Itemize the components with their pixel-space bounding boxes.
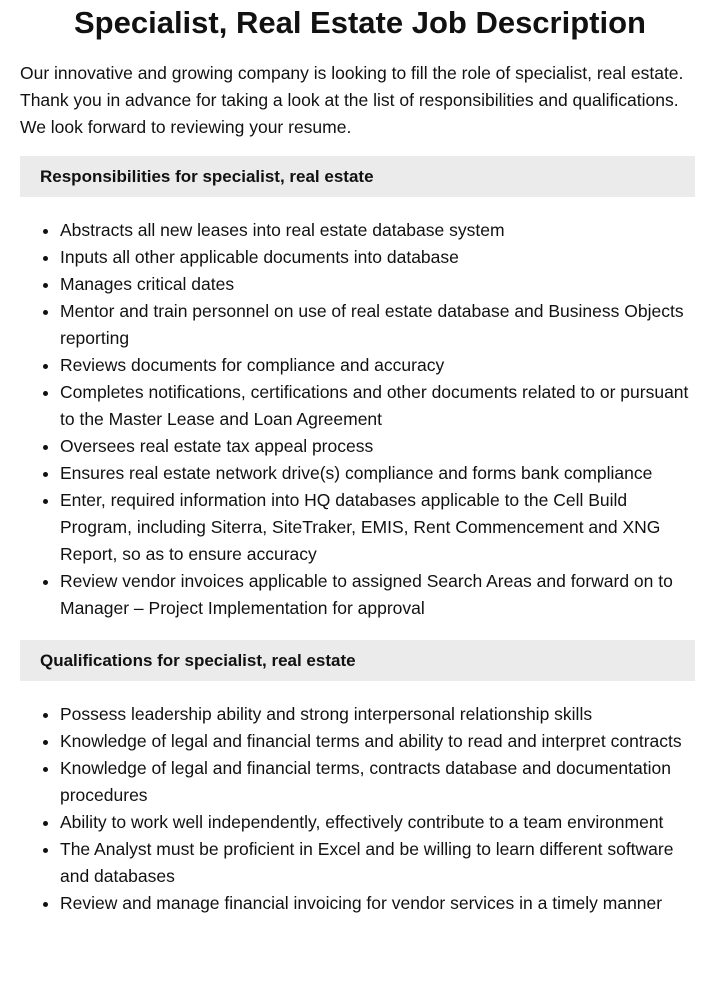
responsibilities-heading: Responsibilities for specialist, real estate xyxy=(20,156,695,197)
list-item: • Reviews documents for compliance and accuracy xyxy=(60,352,695,379)
list-item: • Knowledge of legal and financial terms and ability to read and interpret contracts xyxy=(60,728,695,755)
list-item: • Inputs all other applicable documents into database xyxy=(60,244,695,271)
qualifications-heading: Qualifications for specialist, real estate xyxy=(20,640,695,681)
list-item: • Ensures real estate network drive(s) compliance and forms bank compliance xyxy=(60,460,695,487)
list-item: • Completes notifications, certifications and other documents related to or pursuant to the Master Lease and Loan Agreement xyxy=(60,379,695,433)
list-item: • Review vendor invoices applicable to assigned Search Areas and forward on to Manager – Project Implementation for approval xyxy=(60,568,695,622)
list-item: • The Analyst must be proficient in Excel and be willing to learn different software and databases xyxy=(60,836,695,890)
intro-paragraph: Our innovative and growing company is looking to fill the role of specialist, real estate. Thank you in advance for taking a look at the list of responsibilities and qualifications. We look forward to reviewing your resume. xyxy=(20,63,684,137)
qualifications-list xyxy=(20,701,695,917)
page-title: Specialist, Real Estate Job Description xyxy=(74,5,646,40)
list-item: • Abstracts all new leases into real estate database system xyxy=(60,217,695,244)
list-item: • Oversees real estate tax appeal process xyxy=(60,433,695,460)
list-item: • Knowledge of legal and financial terms, contracts database and documentation procedures xyxy=(60,755,695,809)
list-item: • Review and manage financial invoicing for vendor services in a timely manner xyxy=(60,890,695,917)
list-item: • Enter, required information into HQ databases applicable to the Cell Build Program, including Siterra, SiteTraker, EMIS, Rent Commencement and XNG Report, so as to ensure accuracy xyxy=(60,487,695,568)
list-item: • Mentor and train personnel on use of real estate database and Business Objects reporting xyxy=(60,298,695,352)
list-item: • Possess leadership ability and strong interpersonal relationship skills xyxy=(60,701,695,728)
list-item: • Manages critical dates xyxy=(60,271,695,298)
list-item: • Ability to work well independently, effectively contribute to a team environment xyxy=(60,809,695,836)
responsibilities-list xyxy=(20,217,695,622)
